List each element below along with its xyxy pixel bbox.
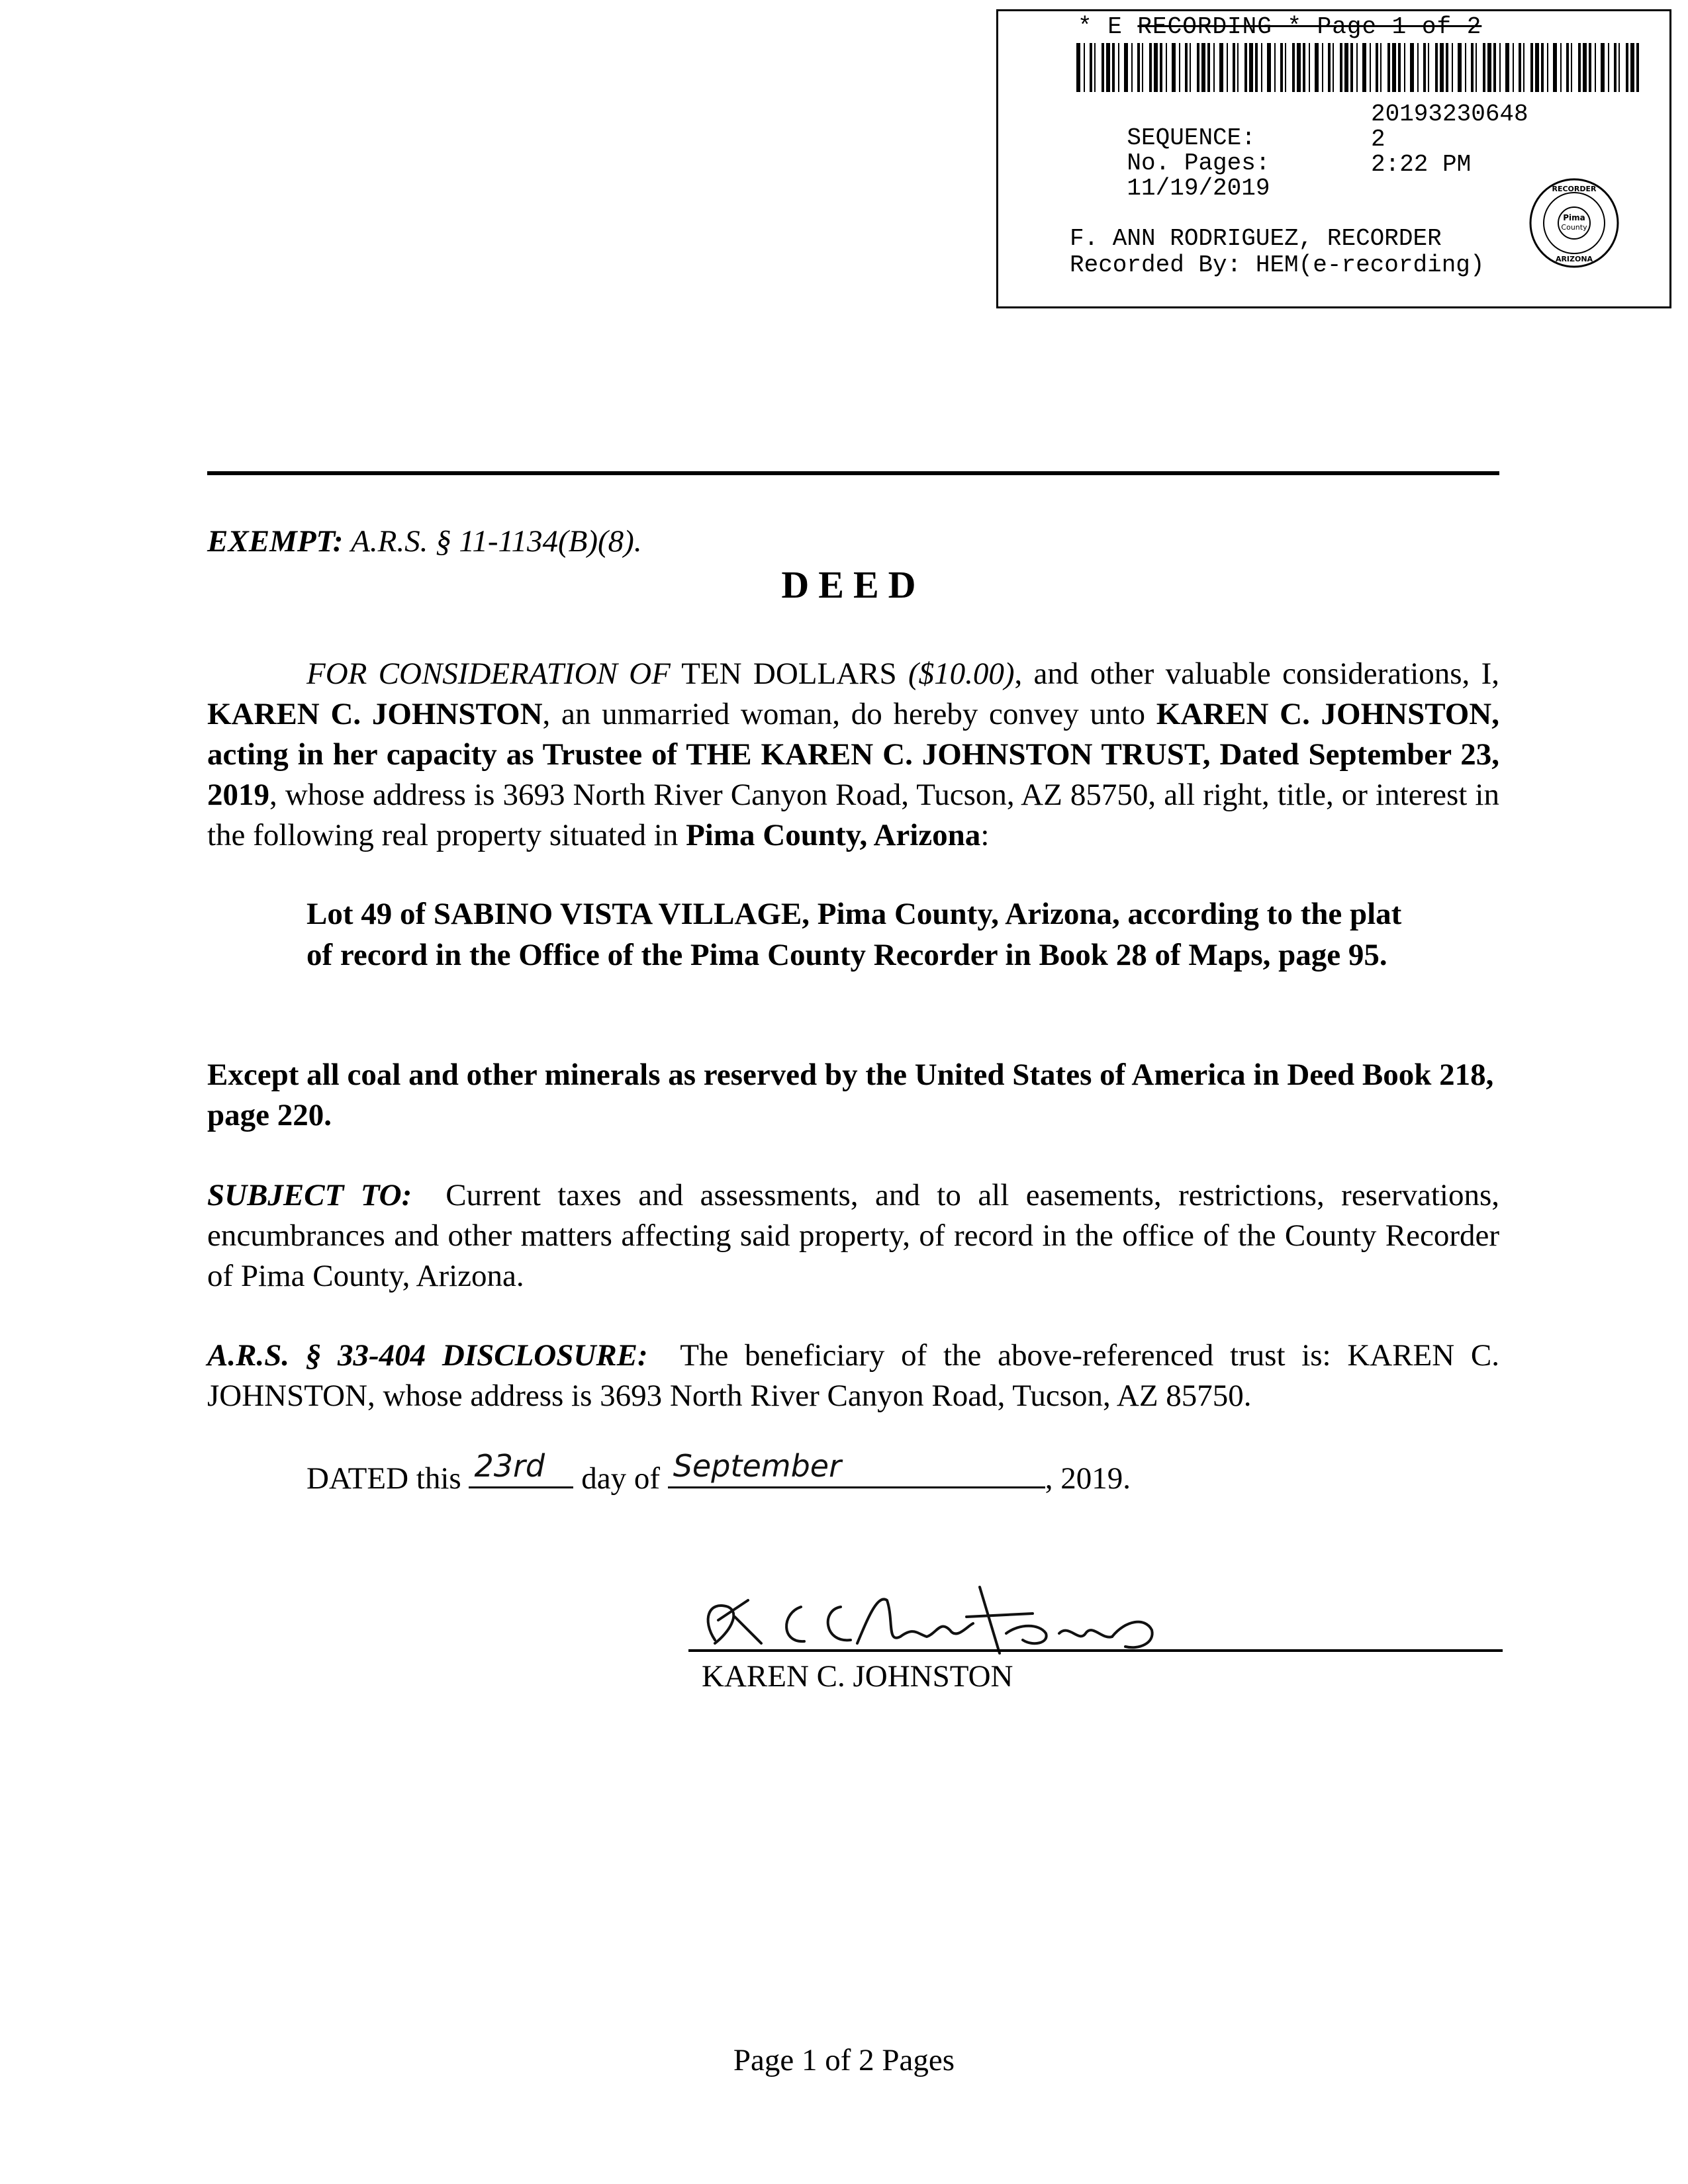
svg-text:Pima: Pima: [1563, 213, 1585, 222]
consideration-lead: FOR CONSIDERATION OF: [306, 657, 671, 691]
subject-to-label: SUBJECT TO:: [207, 1178, 412, 1212]
consideration-amount-text: TEN DOLLARS: [681, 657, 897, 691]
month-blank: [668, 1448, 1045, 1488]
dated-line: [306, 1448, 1131, 1496]
disclosure-text: The beneficiary of the above-referenced trust is: KAREN C. JOHNSTON, whose address is 3693 North River Canyon Road, Tucson, AZ 85750.: [207, 1338, 1500, 1414]
consideration-text-3: , whose address is 3693 North River Canyon Road, Tucson, AZ 85750, all right, title, or interest in the following real property situated in: [207, 778, 1499, 853]
county-seal-icon: [1528, 177, 1620, 269]
page-footer: Page 1 of 2 Pages: [733, 2043, 955, 2077]
pages-value: 2: [1371, 126, 1385, 153]
stamp-header-recording: RECORDING * Page 1 of 2: [1137, 13, 1482, 40]
dated-year: , 2019.: [1045, 1461, 1131, 1496]
legal-description: Lot 49 of SABINO VISTA VILLAGE, Pima County, Arizona, according to the plat of record in the Office of the Pima County Recorder in Book 28 of Maps, page 95.: [306, 897, 1402, 973]
subject-to-text: Current taxes and assessments, and to all easements, restrictions, reservations, encumbrances and other matters affecting said property, of record in the office of the County Recorder of Pima County, Arizona.: [207, 1178, 1499, 1294]
disclosure-paragraph: [207, 1336, 1499, 1416]
signature-line: [688, 1649, 1503, 1652]
mineral-exception: Except all coal and other minerals as reserved by the United States of America in Deed Book 218, page 220.: [207, 1058, 1494, 1133]
consideration-amount: ($10.00): [908, 657, 1015, 691]
grantor-name: KAREN C. JOHNSTON: [207, 697, 543, 732]
day-blank: [469, 1448, 573, 1488]
sequence-row: [1070, 101, 1528, 152]
property-county: Pima County, Arizona: [686, 818, 981, 853]
consideration-paragraph: [207, 654, 1499, 856]
pages-row: [1070, 126, 1385, 177]
svg-text:ARIZONA: ARIZONA: [1555, 255, 1593, 263]
recording-stamp: [996, 9, 1671, 308]
sequence-label: SEQUENCE:: [1127, 124, 1256, 152]
consideration-text-1: , and other valuable considerations, I,: [1014, 657, 1500, 691]
recorder-name: F. ANN RODRIGUEZ, RECORDER: [1070, 225, 1442, 252]
stamp-header-prefix: * E: [1078, 13, 1123, 40]
svg-text:RECORDER: RECORDER: [1552, 185, 1597, 193]
disclosure-label: § 33-404 DISCLOSURE:: [305, 1338, 648, 1373]
recorded-by: Recorded By: HEM(e-recording): [1070, 251, 1485, 279]
barcode: [1076, 43, 1643, 92]
recording-time: 2:22 PM: [1371, 151, 1472, 178]
document-title: DEED: [781, 563, 925, 606]
sequence-value: 20193230648: [1371, 101, 1528, 128]
signer-name: KAREN C. JOHNSTON: [702, 1659, 1013, 1694]
handwritten-month: September: [673, 1448, 841, 1484]
exempt-line: [207, 522, 642, 562]
exempt-label: EXEMPT:: [207, 524, 344, 559]
handwritten-signature: [688, 1580, 1165, 1660]
consideration-text-4: :: [980, 818, 990, 853]
pages-label: No. Pages:: [1127, 150, 1270, 177]
exempt-citation: A.R.S. § 11-1134(B)(8).: [351, 524, 642, 559]
handwritten-day: 23rd: [474, 1448, 545, 1484]
dated-prefix: DATED this: [306, 1461, 461, 1496]
recording-date: 11/19/2019: [1127, 175, 1270, 202]
disclosure-citation: A.R.S.: [207, 1338, 290, 1373]
svg-text:County: County: [1561, 223, 1587, 232]
dated-middle: day of: [581, 1461, 660, 1496]
stamp-header: [1078, 15, 1594, 39]
header-rule: [207, 471, 1499, 475]
subject-to-paragraph: [207, 1175, 1499, 1297]
grantee-name: KAREN C. JOHNSTON, acting in her capacity as Trustee of THE KAREN C. JOHNSTON TRUST, Dated September 23, 2019: [207, 697, 1500, 813]
consideration-text-2: , an unmarried woman, do hereby convey unto: [542, 697, 1156, 732]
datetime-row: [1070, 151, 1472, 202]
